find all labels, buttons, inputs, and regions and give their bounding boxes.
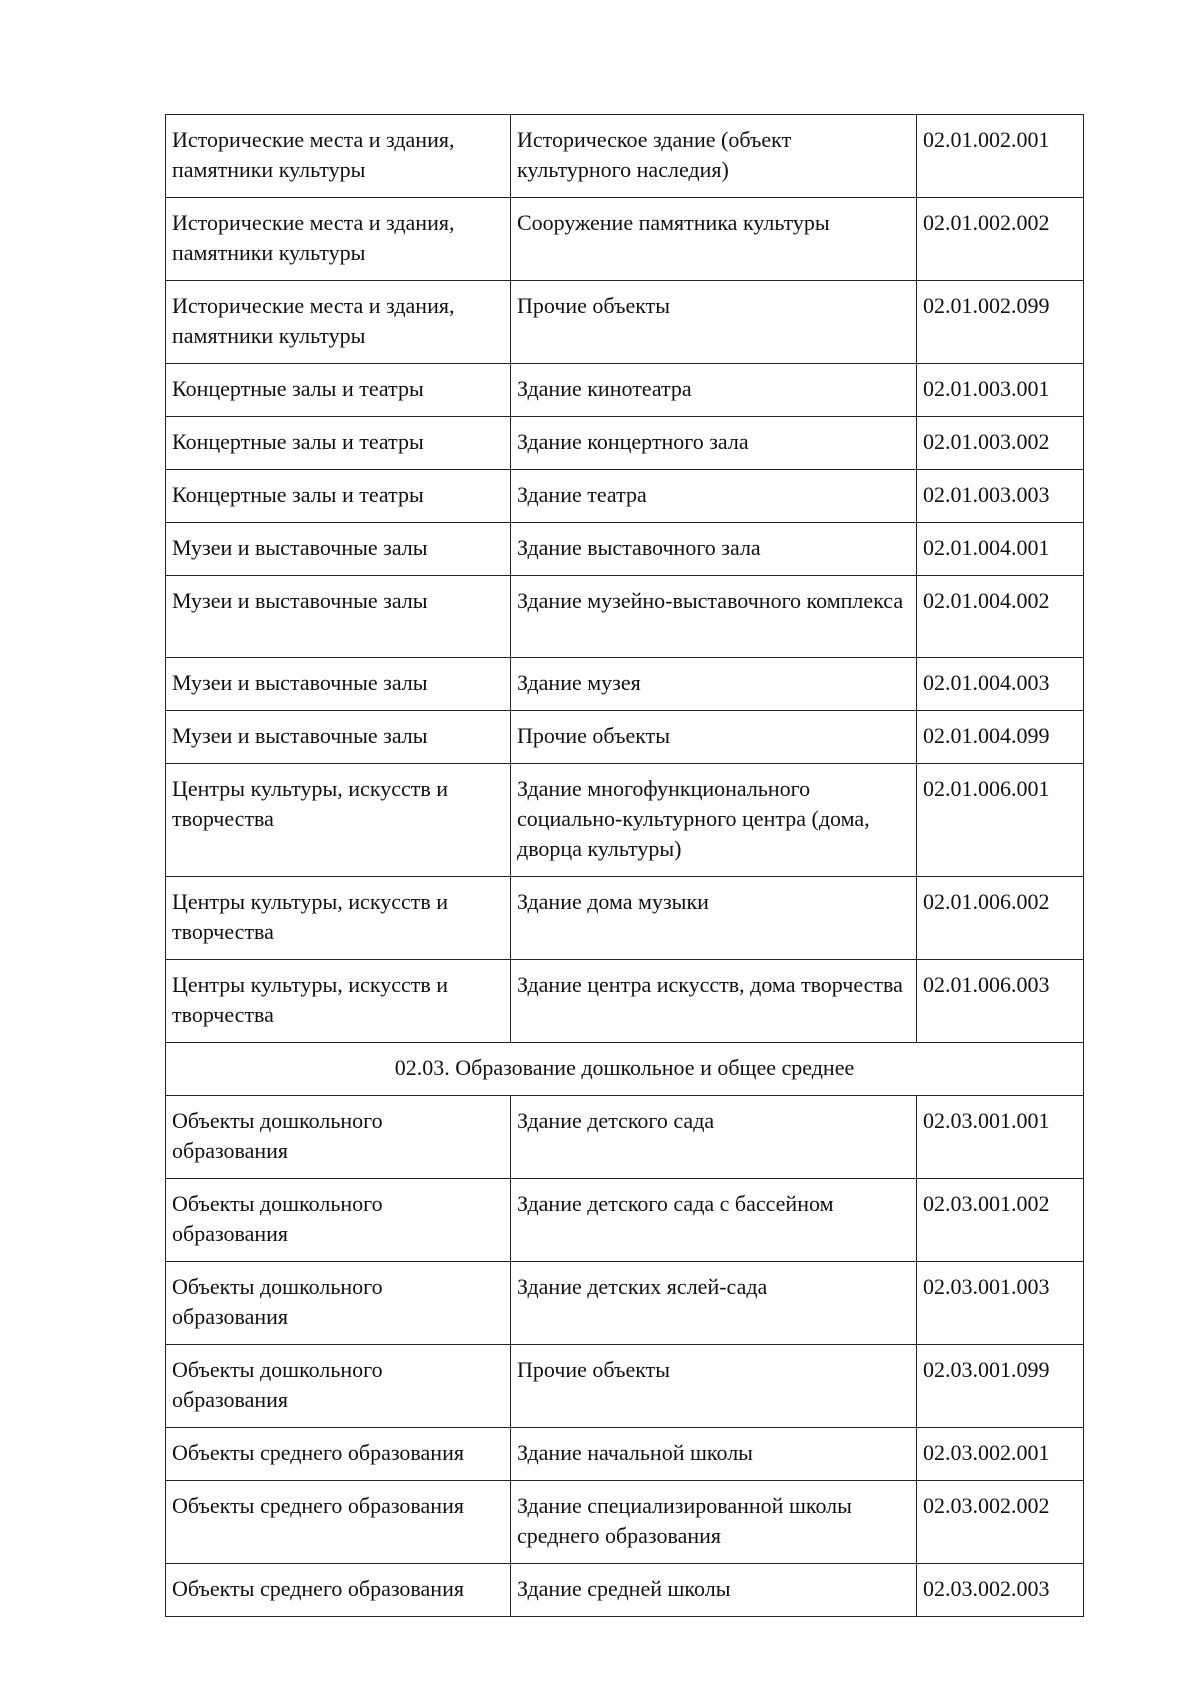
table-row (166, 281, 1084, 364)
table-row (166, 658, 1084, 711)
object-cell: Здание детского сада (511, 1096, 917, 1179)
category-cell: Центры культуры, искусств и творчества (166, 960, 511, 1043)
category-cell: Исторические места и здания, памятники культуры (166, 115, 511, 198)
table-row (166, 711, 1084, 764)
section-header-row (166, 1043, 1084, 1096)
object-cell: Здание дома музыки (511, 877, 917, 960)
object-cell: Здание детских яслей-сада (511, 1262, 917, 1345)
category-cell: Музеи и выставочные залы (166, 523, 511, 576)
category-cell: Объекты дошкольного образования (166, 1345, 511, 1428)
object-cell: Здание музейно-выставочного комплекса (511, 576, 917, 658)
object-cell: Здание театра (511, 470, 917, 523)
object-cell: Сооружение памятника культуры (511, 198, 917, 281)
category-cell: Музеи и выставочные залы (166, 658, 511, 711)
table-row (166, 523, 1084, 576)
code-cell: 02.01.003.003 (917, 470, 1084, 523)
code-cell: 02.03.001.003 (917, 1262, 1084, 1345)
code-cell: 02.03.001.099 (917, 1345, 1084, 1428)
category-cell: Концертные залы и театры (166, 470, 511, 523)
code-cell: 02.01.004.003 (917, 658, 1084, 711)
code-cell: 02.01.003.002 (917, 417, 1084, 470)
code-cell: 02.01.002.099 (917, 281, 1084, 364)
classification-table (165, 114, 1084, 1617)
table-row (166, 1428, 1084, 1481)
table-row (166, 115, 1084, 198)
code-cell: 02.03.001.002 (917, 1179, 1084, 1262)
table-row (166, 1481, 1084, 1564)
table-row (166, 198, 1084, 281)
category-cell: Объекты среднего образования (166, 1481, 511, 1564)
object-cell: Прочие объекты (511, 1345, 917, 1428)
category-cell: Музеи и выставочные залы (166, 576, 511, 658)
table-row (166, 764, 1084, 877)
table-row (166, 1096, 1084, 1179)
table-row (166, 364, 1084, 417)
object-cell: Здание детского сада с бассейном (511, 1179, 917, 1262)
section-title: 02.03. Образование дошкольное и общее среднее (166, 1043, 1084, 1096)
category-cell: Центры культуры, искусств и творчества (166, 877, 511, 960)
code-cell: 02.03.002.002 (917, 1481, 1084, 1564)
table-row (166, 1564, 1084, 1617)
table-row (166, 1262, 1084, 1345)
table-row (166, 1179, 1084, 1262)
table-row (166, 877, 1084, 960)
object-cell: Здание музея (511, 658, 917, 711)
object-cell: Здание выставочного зала (511, 523, 917, 576)
category-cell: Концертные залы и театры (166, 417, 511, 470)
code-cell: 02.01.006.002 (917, 877, 1084, 960)
category-cell: Музеи и выставочные залы (166, 711, 511, 764)
code-cell: 02.01.006.001 (917, 764, 1084, 877)
table-row (166, 576, 1084, 658)
object-cell: Здание специализированной школы среднего образования (511, 1481, 917, 1564)
code-cell: 02.01.004.099 (917, 711, 1084, 764)
object-cell: Прочие объекты (511, 281, 917, 364)
table-row (166, 417, 1084, 470)
category-cell: Объекты среднего образования (166, 1564, 511, 1617)
code-cell: 02.03.002.003 (917, 1564, 1084, 1617)
code-cell: 02.01.003.001 (917, 364, 1084, 417)
code-cell: 02.01.002.001 (917, 115, 1084, 198)
table-row (166, 1345, 1084, 1428)
object-cell: Прочие объекты (511, 711, 917, 764)
category-cell: Исторические места и здания, памятники культуры (166, 198, 511, 281)
category-cell: Объекты дошкольного образования (166, 1179, 511, 1262)
category-cell: Центры культуры, искусств и творчества (166, 764, 511, 877)
object-cell: Здание начальной школы (511, 1428, 917, 1481)
code-cell: 02.03.002.001 (917, 1428, 1084, 1481)
code-cell: 02.01.002.002 (917, 198, 1084, 281)
object-cell: Здание концертного зала (511, 417, 917, 470)
object-cell: Здание многофункционального социально-культурного центра (дома, дворца культуры) (511, 764, 917, 877)
table-row (166, 470, 1084, 523)
category-cell: Объекты среднего образования (166, 1428, 511, 1481)
category-cell: Объекты дошкольного образования (166, 1096, 511, 1179)
object-cell: Здание средней школы (511, 1564, 917, 1617)
code-cell: 02.01.004.002 (917, 576, 1084, 658)
category-cell: Объекты дошкольного образования (166, 1262, 511, 1345)
code-cell: 02.01.006.003 (917, 960, 1084, 1043)
category-cell: Исторические места и здания, памятники культуры (166, 281, 511, 364)
object-cell: Историческое здание (объект культурного наследия) (511, 115, 917, 198)
object-cell: Здание кинотеатра (511, 364, 917, 417)
code-cell: 02.01.004.001 (917, 523, 1084, 576)
category-cell: Концертные залы и театры (166, 364, 511, 417)
object-cell: Здание центра искусств, дома творчества (511, 960, 917, 1043)
code-cell: 02.03.001.001 (917, 1096, 1084, 1179)
table-row (166, 960, 1084, 1043)
